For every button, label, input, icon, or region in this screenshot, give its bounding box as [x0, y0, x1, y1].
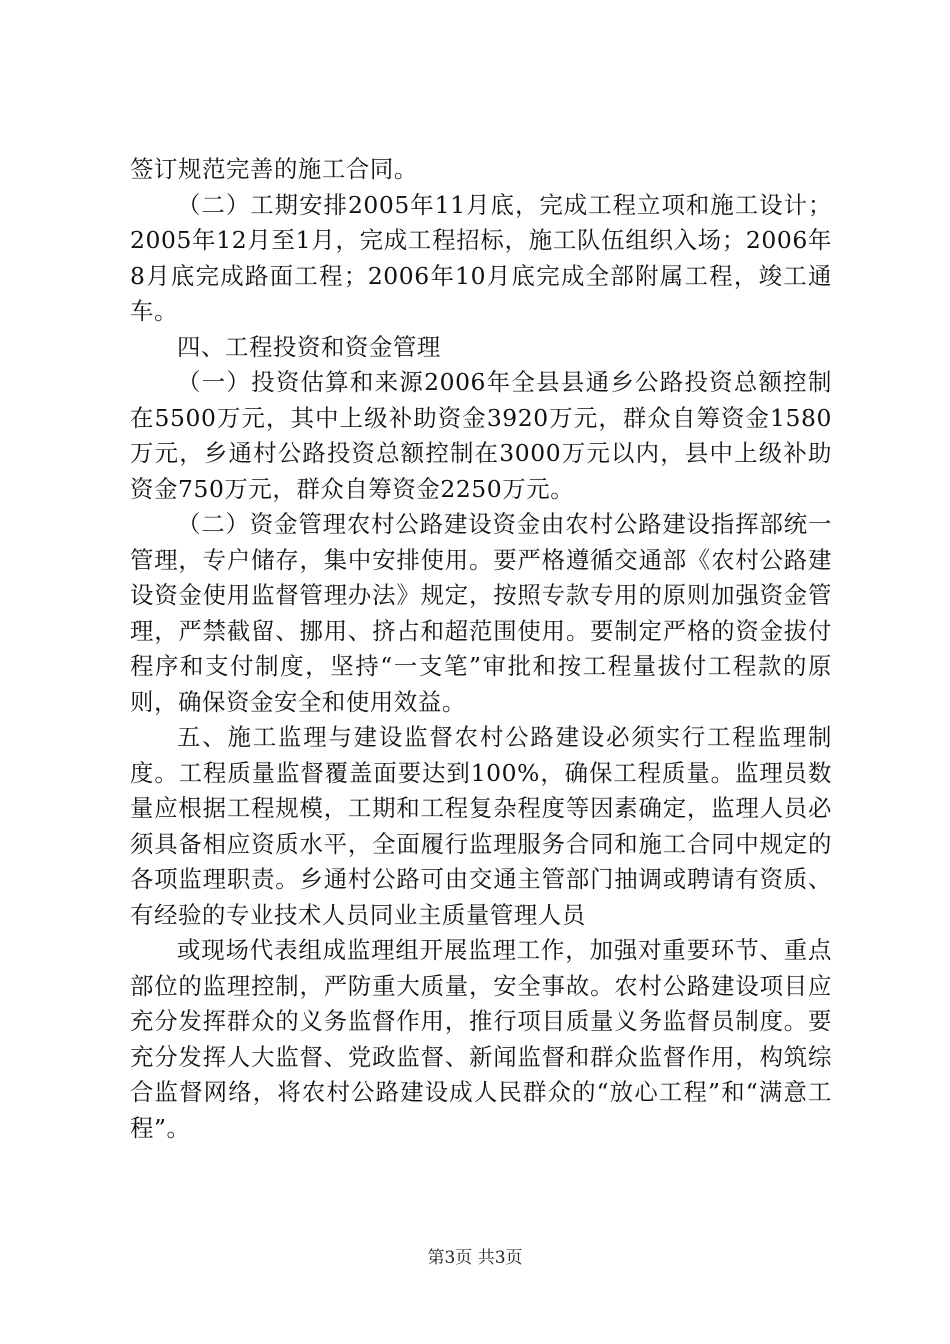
paragraph-2: （二）工期安排2005年11月底，完成工程立项和施工设计；2005年12月至1月，完成工程招标，施工队伍组织入场；2006年8月底完成路面工程；2006年10月底完成全部附属工程，竣工通车。 — [130, 190, 832, 325]
section-heading-4: 四、工程投资和资金管理 — [177, 332, 441, 361]
paragraph-4: （二）资金管理农村公路建设资金由农村公路建设指挥部统一管理，专户储存，集中安排使用。要严格遵循交通部《农村公路建设资金使用监督管理办法》规定，按照专款专用的原则加强资金管理，严禁截留、挪用、挤占和超范围使用。要制定严格的资金拔付程序和支付制度，坚持“一支笔”审批和按工程量拔付工程款的原则，确保资金安全和使用效益。 — [130, 510, 832, 716]
paragraph-6: 或现场代表组成监理组开展监理工作，加强对重要环节、重点部位的监理控制，严防重大质量，安全事故。农村公路建设项目应充分发挥群众的义务监督作用，推行项目质量义务监督员制度。要充分发挥人大监督、党政监督、新闻监督和群众监督作用，构筑综合监督网络，将农村公路建设成人民群众的“放心工程”和“满意工程”。 — [130, 936, 832, 1142]
paragraph-3: （一）投资估算和来源2006年全县县通乡公路投资总额控制在5500万元，其中上级补助资金3920万元，群众自筹资金1580万元，乡通村公路投资总额控制在3000万元以内，县中上级补助资金750万元，群众自筹资金2250万元。 — [130, 368, 832, 503]
paragraph-1: 签订规范完善的施工合同。 — [130, 155, 418, 183]
document-body — [130, 152, 832, 1146]
paragraph-5: 五、施工监理与建设监督农村公路建设必须实行工程监理制度。工程质量监督覆盖面要达到100%，确保工程质量。监理员数量应根据工程规模，工期和工程复杂程度等因素确定，监理人员必须具备相应资质水平，全面履行监理服务合同和施工合同中规定的各项监理职责。乡通村公路可由交通主管部门抽调或聘请有资质、有经验的专业技术人员同业主质量管理人员 — [130, 723, 832, 929]
page-footer: 第3页 共3页 — [427, 1248, 523, 1268]
